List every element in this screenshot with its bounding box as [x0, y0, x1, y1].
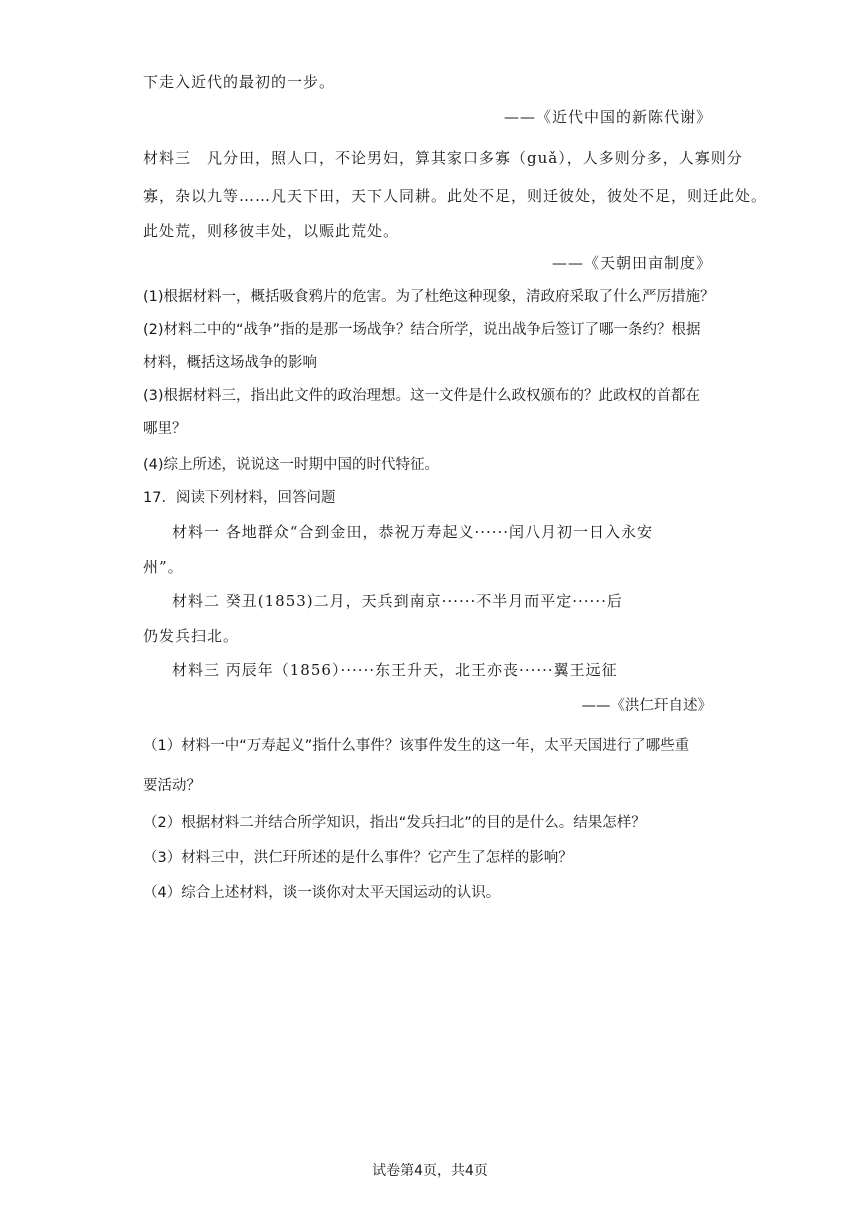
question-17-2: （2）根据材料二并结合所学知识，指出“发兵扫北”的目的是什么。结果怎样？: [143, 815, 646, 831]
q17-material-one-cont: 州”。: [143, 558, 184, 576]
material-three-line: 此处荒，则移彼丰处，以赈此荒处。: [143, 222, 400, 240]
material-source: ——《近代中国的新陈代谢》: [503, 108, 712, 126]
question-16-3: (3)根据材料三，指出此文件的政治理想。这一文件是什么政权颁布的？此政权的首都在: [143, 388, 701, 404]
question-16-1: (1)根据材料一，概括吸食鸦片的危害。为了杜绝这种现象，清政府采取了什么严厉措施？: [143, 289, 715, 305]
material-three-line: 材料三 凡分田，照人口，不论男妇，算其家口多寡（guǎ），人多则分多，人寡则分: [143, 149, 743, 167]
q17-material-two: 材料二 癸丑(1853)二月，天兵到南京······不半月而平定······后: [172, 592, 623, 610]
page-footer: 试卷第4页，共4页: [372, 1163, 488, 1179]
q17-material-two-cont: 仍发兵扫北。: [143, 627, 240, 645]
question-16-2-cont: 材料，概括这场战争的影响: [143, 355, 317, 371]
material-source: ——《天朝田亩制度》: [551, 254, 712, 272]
q17-material-three: 材料三 丙辰年（1856）······东王升天，北王亦丧······翼王远征: [172, 661, 618, 679]
question-16-4: (4)综上所述，说说这一时期中国的时代特征。: [143, 457, 440, 473]
question-17-4: （4）综合上述材料，谈一谈你对太平天国运动的认识。: [143, 885, 501, 901]
question-17-1-cont: 要活动？: [143, 778, 201, 794]
question-16-3-cont: 哪里？: [143, 421, 187, 437]
question-16-2: (2)材料二中的“战争”指的是那一场战争？结合所学，说出战争后签订了哪一条约？根据: [143, 322, 701, 338]
material-text-line: 下走入近代的最初的一步。: [143, 73, 336, 91]
q17-material-one: 材料一 各地群众“合到金田，恭祝万寿起义······闰八月初一日入永安: [172, 523, 654, 541]
material-three-line: 寡，杂以九等……凡天下田，天下人同耕。此处不足，则迁彼处，彼处不足，则迁此处。: [143, 187, 768, 205]
question-17-1: （1）材料一中“万寿起义”指什么事件？该事件发生的这一年，太平天国进行了哪些重: [143, 738, 690, 754]
q17-source: ——《洪仁玕自述》: [581, 698, 712, 714]
question-17-title: 17．阅读下列材料，回答问题: [143, 490, 336, 506]
question-17-3: （3）材料三中，洪仁玕所述的是什么事件？它产生了怎样的影响？: [143, 850, 573, 866]
